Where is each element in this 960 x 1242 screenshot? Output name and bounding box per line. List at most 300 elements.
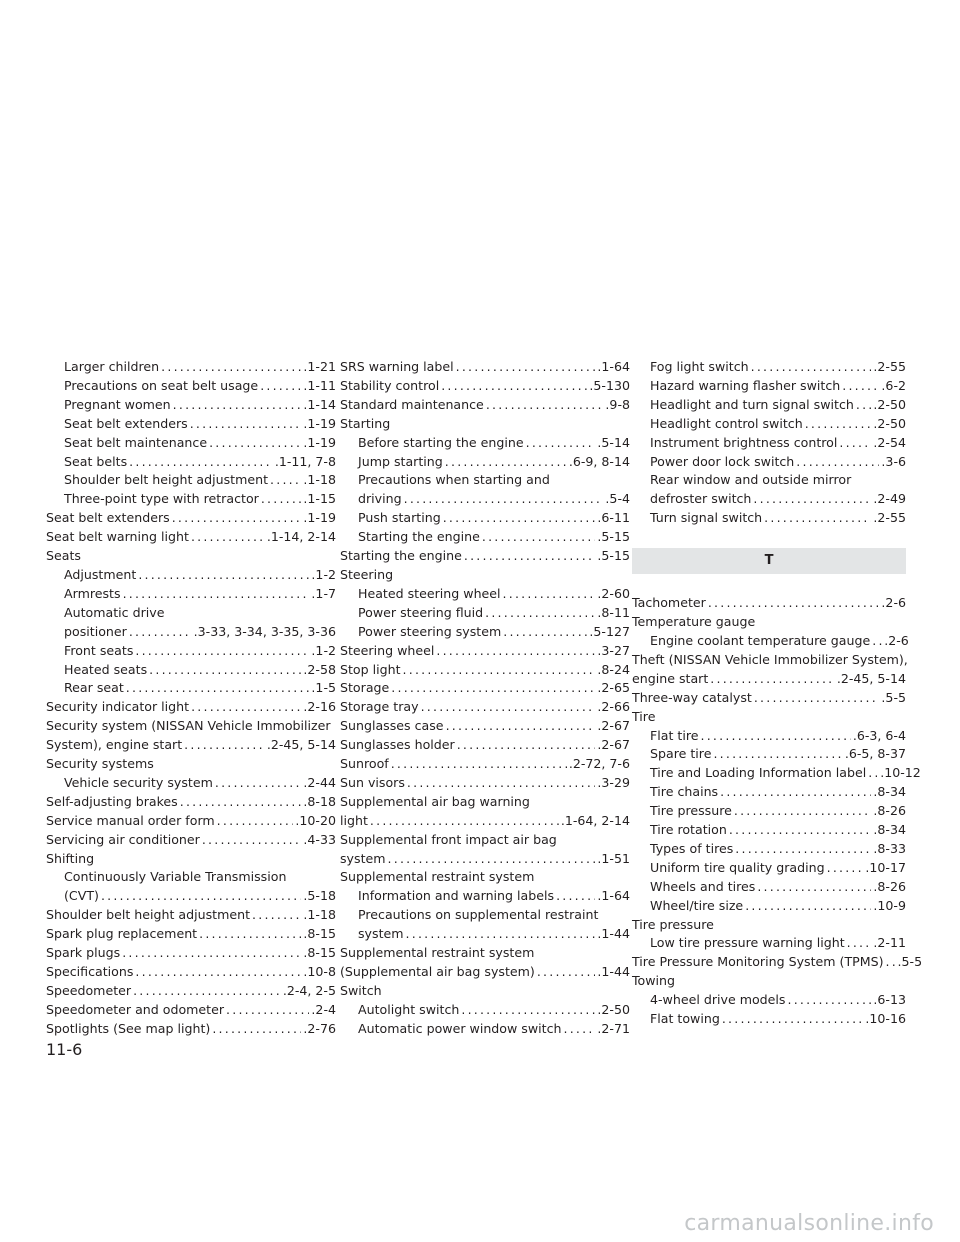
- dot-leader: [456, 358, 596, 377]
- index-entry-term: Engine coolant temperature gauge: [650, 632, 871, 648]
- index-entry-page-ref: .2-6: [881, 595, 906, 611]
- index-entry: [632, 651, 906, 670]
- dot-leader: [370, 812, 559, 831]
- index-entry-page-ref: .8-33: [873, 840, 906, 856]
- dot-leader: [720, 783, 871, 802]
- index-entry: [340, 812, 630, 831]
- index-entry-term: System), engine start: [46, 737, 183, 753]
- index-entry: [632, 821, 906, 840]
- index-entry: [340, 982, 630, 1001]
- dot-leader: [842, 377, 879, 396]
- dot-leader: [868, 764, 878, 783]
- index-entry-term: Steering wheel: [340, 642, 435, 658]
- index-entry-page-ref: .5-15: [597, 529, 630, 545]
- index-entry: [46, 471, 336, 490]
- index-entry: [632, 434, 906, 453]
- index-entry: [340, 471, 630, 490]
- index-entry-term: Headlight control switch: [650, 415, 803, 431]
- index-entry: [340, 679, 630, 698]
- index-entry: [340, 623, 630, 642]
- dot-leader: [856, 396, 872, 415]
- index-entry: [632, 859, 906, 878]
- index-entry-page-ref: .10-12: [880, 765, 921, 781]
- index-entry: [46, 736, 336, 755]
- index-entry-term: Instrument brightness control: [650, 434, 838, 450]
- dot-leader: [101, 887, 301, 906]
- index-entry: [46, 774, 336, 793]
- index-entry-term: (Supplemental air bag system): [340, 964, 535, 979]
- index-entry-page-ref: .2-66: [597, 699, 630, 715]
- dot-leader: [406, 925, 596, 944]
- dot-leader: [391, 755, 567, 774]
- index-entry: [632, 358, 906, 377]
- index-entry-term: Sun visors: [340, 774, 405, 790]
- index-entry: [632, 1010, 906, 1029]
- dot-leader: [436, 642, 595, 661]
- index-entry-term: Automatic drive: [64, 604, 165, 620]
- index-entry: [340, 717, 630, 736]
- index-entry-term: SRS warning label: [340, 359, 454, 374]
- index-entry-term: light: [340, 812, 368, 828]
- index-entry-page-ref: .8-11: [597, 604, 630, 620]
- index-entry-page-ref: .1-14, 2-14: [266, 529, 336, 545]
- dot-leader: [754, 689, 880, 708]
- index-entry-page-ref: .8-18: [303, 793, 336, 809]
- index-entry-page-ref: .9-8: [605, 396, 630, 412]
- index-entry-page-ref: .2-50: [873, 415, 906, 431]
- index-entry: [632, 840, 906, 859]
- index-entry-term: Tire and Loading Information label: [650, 765, 867, 781]
- index-entry-term: engine start: [632, 670, 709, 686]
- dot-leader: [753, 490, 871, 509]
- index-entry-page-ref: .1-44: [597, 926, 630, 942]
- index-entry-page-ref: .1-7: [311, 585, 336, 601]
- index-entry-page-ref: .5-5: [881, 689, 906, 705]
- index-entry: [340, 547, 630, 566]
- index-entry-term: Spare tire: [650, 746, 712, 762]
- index-entry: [46, 906, 336, 925]
- index-entry-term: Adjustment: [64, 566, 137, 582]
- dot-leader: [729, 821, 872, 840]
- index-entry: [632, 471, 906, 490]
- index-entry-term: Headlight and turn signal switch: [650, 396, 854, 412]
- index-entry: [46, 528, 336, 547]
- dot-leader: [122, 944, 301, 963]
- dot-leader: [149, 661, 301, 680]
- index-entry: [46, 585, 336, 604]
- index-entry-page-ref: .1-14: [303, 396, 336, 412]
- index-entry-term: Supplemental restraint system: [340, 945, 535, 961]
- index-entry-term: Shoulder belt height adjustment: [64, 472, 269, 488]
- dot-leader: [129, 453, 273, 472]
- index-entry-page-ref: .4-33: [303, 831, 336, 847]
- index-entry-page-ref: .5-130: [589, 377, 630, 393]
- index-entry-term: Hazard warning flasher switch: [650, 377, 841, 393]
- index-entry: [46, 490, 336, 509]
- index-entry: [632, 613, 906, 632]
- dot-leader: [209, 434, 301, 453]
- index-entry-term: Seat belt maintenance: [64, 434, 208, 450]
- index-entry-term: Sunroof: [340, 756, 389, 772]
- index-entry-page-ref: .2-50: [873, 396, 906, 412]
- index-entry-term: Types of tires: [650, 840, 734, 856]
- index-entry-term: Seats: [46, 548, 81, 564]
- index-entry-page-ref: .1-64: [597, 359, 630, 374]
- index-entry-page-ref: .2-76: [303, 1020, 336, 1036]
- index-entry-page-ref: .2-50: [597, 1001, 630, 1017]
- index-entry-term: Towing: [632, 973, 676, 989]
- index-entry-page-ref: .2-49: [873, 491, 906, 507]
- index-entry-term: Stability control: [340, 377, 440, 393]
- index-entry-page-ref: .6-9, 8-14: [568, 453, 630, 469]
- index-entry-term: Heated steering wheel: [358, 585, 501, 601]
- index-entry-page-ref: .1-15: [303, 491, 336, 507]
- index-entry: [340, 604, 630, 623]
- dot-leader: [133, 982, 281, 1001]
- dot-leader: [485, 604, 595, 623]
- index-entry-term: Servicing air conditioner: [46, 831, 200, 847]
- index-entry: [340, 566, 630, 585]
- index-entry: [46, 547, 336, 566]
- dot-leader: [126, 679, 310, 698]
- index-entry-term: Larger children: [64, 359, 160, 374]
- index-entry-term: Power steering system: [358, 623, 502, 639]
- index-entry: [46, 717, 336, 736]
- index-entry: [46, 358, 336, 377]
- index-entry-page-ref: .10-20: [295, 812, 336, 828]
- index-entry-term: system: [340, 850, 386, 866]
- index-entry-term: Tire pressure: [650, 803, 732, 819]
- index-entry-term: Front seats: [64, 642, 134, 658]
- index-entry: [340, 944, 630, 963]
- index-entry-page-ref: .8-34: [873, 784, 906, 800]
- index-entry-page-ref: .2-67: [597, 737, 630, 753]
- index-entry: [632, 632, 909, 651]
- index-entry: [46, 755, 336, 774]
- index-entry-term: Vehicle security system: [64, 774, 213, 790]
- index-entry-term: Turn signal switch: [650, 510, 763, 526]
- index-entry: [340, 642, 630, 661]
- dot-leader: [215, 774, 302, 793]
- index-entry: [46, 566, 336, 585]
- dot-leader: [486, 396, 604, 415]
- dot-leader: [180, 793, 302, 812]
- index-entry: [632, 972, 906, 991]
- index-entry: [46, 963, 336, 982]
- index-entry-term: Seat belt extenders: [46, 510, 170, 526]
- index-entry-page-ref: .6-11: [597, 510, 630, 526]
- index-entry: [340, 925, 630, 944]
- index-entry: [46, 642, 336, 661]
- index-entry-page-ref: .2-4: [311, 1001, 336, 1017]
- index-entry-page-ref: .6-3, 6-4: [852, 727, 906, 743]
- dot-leader: [191, 528, 265, 547]
- dot-leader: [708, 594, 880, 613]
- index-entry-page-ref: .8-34: [873, 822, 906, 838]
- index-entry-term: Spark plugs: [46, 945, 121, 961]
- index-column-2: [340, 358, 630, 1039]
- index-entry-term: Three-way catalyst: [632, 689, 752, 705]
- index-entry-term: Precautions on supplemental restraint: [358, 907, 599, 923]
- index-entry: [632, 689, 906, 708]
- index-entry-page-ref: .10-17: [865, 859, 906, 875]
- index-entry-term: Specifications: [46, 964, 134, 979]
- dot-leader: [441, 377, 587, 396]
- dot-leader: [270, 471, 301, 490]
- dot-leader: [138, 566, 309, 585]
- index-entry-term: Standard maintenance: [340, 396, 484, 412]
- index-entry: [46, 982, 336, 1001]
- dot-leader: [135, 963, 301, 982]
- index-entry-term: Power door lock switch: [650, 453, 795, 469]
- index-entry-term: Supplemental air bag warning: [340, 793, 530, 809]
- dot-leader: [184, 736, 265, 755]
- index-entry-page-ref: .5-4: [605, 491, 630, 507]
- index-entry-term: Spark plug replacement: [46, 926, 198, 942]
- dot-leader: [391, 679, 595, 698]
- index-entry-term: Security systems: [46, 756, 154, 772]
- index-entry: [632, 802, 906, 821]
- index-entry-term: Storage: [340, 680, 390, 696]
- index-entry-page-ref: .2-6: [884, 632, 909, 648]
- index-entry-page-ref: .1-18: [303, 472, 336, 488]
- index-entry-term: Wheel/tire size: [650, 897, 744, 913]
- index-entry-term: Service manual order form: [46, 812, 215, 828]
- dot-leader: [135, 642, 309, 661]
- index-entry: [632, 934, 906, 953]
- index-entry: [46, 698, 336, 717]
- index-entry-page-ref: .8-24: [597, 661, 630, 677]
- dot-leader: [123, 585, 310, 604]
- index-entry: [46, 377, 336, 396]
- dot-leader: [722, 1010, 864, 1029]
- index-entry-page-ref: .1-11: [303, 377, 336, 393]
- index-entry-term: Security indicator light: [46, 699, 190, 715]
- index-entry: [632, 670, 906, 689]
- index-entry-term: Supplemental front impact air bag: [340, 831, 557, 847]
- index-entry-page-ref: .5-127: [589, 623, 630, 639]
- index-entry: [340, 415, 630, 434]
- index-entry: [340, 490, 630, 509]
- index-entry: [632, 415, 906, 434]
- index-entry-term: Three-point type with retractor: [64, 491, 259, 507]
- index-entry-page-ref: .2-71: [597, 1020, 630, 1036]
- dot-leader: [191, 698, 301, 717]
- index-entry-term: Pregnant women: [64, 396, 171, 412]
- index-entry-term: Storage tray: [340, 699, 419, 715]
- index-entry-term: Starting: [340, 415, 391, 431]
- index-entry: [46, 850, 336, 869]
- dot-leader: [161, 358, 301, 377]
- index-entry: [632, 991, 906, 1010]
- index-entry-term: Fog light switch: [650, 359, 749, 374]
- index-entry-page-ref: .2-55: [873, 359, 906, 374]
- index-entry: [46, 509, 336, 528]
- index-entry: [340, 793, 630, 812]
- dot-leader: [443, 509, 596, 528]
- index-entry-term: system: [358, 926, 404, 942]
- index-entry-term: Autolight switch: [358, 1001, 460, 1017]
- index-entry: [632, 490, 906, 509]
- dot-leader: [796, 453, 879, 472]
- index-entry: [632, 509, 906, 528]
- index-entry: [46, 453, 336, 472]
- index-entry-page-ref: .1-51: [597, 850, 630, 866]
- index-entry: [632, 708, 906, 727]
- index-entry-term: Speedometer and odometer: [46, 1001, 225, 1017]
- index-entry-term: Power steering fluid: [358, 604, 484, 620]
- index-entry: [632, 783, 906, 802]
- index-entry-term: Tachometer: [632, 595, 706, 611]
- index-entry-term: Sunglasses case: [340, 718, 444, 734]
- index-entry-term: Jump starting: [358, 453, 443, 469]
- dot-leader: [713, 745, 842, 764]
- index-entry-term: Tire Pressure Monitoring System (TPMS): [632, 954, 884, 970]
- index-entry-page-ref: .1-2: [311, 642, 336, 658]
- watermark: carmanualsonline.info: [684, 1211, 934, 1236]
- dot-leader: [190, 415, 302, 434]
- dot-leader: [172, 509, 302, 528]
- dot-leader: [847, 934, 872, 953]
- dot-leader: [388, 850, 596, 869]
- dot-leader: [212, 1020, 301, 1039]
- index-entry-page-ref: .1-5: [311, 680, 336, 696]
- dot-leader: [805, 415, 872, 434]
- index-entry: [340, 906, 630, 925]
- index-entry-term: Precautions on seat belt usage: [64, 377, 259, 393]
- index-entry-page-ref: .3-29: [597, 774, 630, 790]
- index-entry-term: Stop light: [340, 661, 401, 677]
- index-entry: [632, 878, 906, 897]
- index-entry: [340, 698, 630, 717]
- dot-leader: [199, 925, 301, 944]
- index-entry: [340, 755, 630, 774]
- index-entry-page-ref: .1-18: [303, 907, 336, 923]
- dot-leader: [745, 897, 871, 916]
- index-entry-page-ref: .2-67: [597, 718, 630, 734]
- index-entry-term: Rear window and outside mirror: [650, 472, 852, 488]
- dot-leader: [482, 528, 596, 547]
- index-entry-term: Rear seat: [64, 680, 124, 696]
- dot-leader: [735, 840, 871, 859]
- dot-leader: [217, 812, 294, 831]
- index-entry: [46, 623, 336, 642]
- index-entry-page-ref: .5-14: [597, 434, 630, 450]
- dot-leader: [827, 859, 864, 878]
- index-entry-term: positioner: [64, 623, 127, 639]
- index-entry-term: Automatic power window switch: [358, 1020, 562, 1036]
- index-entry-page-ref: .1-19: [303, 415, 336, 431]
- dot-leader: [788, 991, 872, 1010]
- dot-leader: [701, 727, 851, 746]
- index-entry-page-ref: .6-13: [873, 992, 906, 1008]
- page-number: 11-6: [46, 1040, 83, 1059]
- dot-leader: [751, 358, 872, 377]
- index-entry-page-ref: .1-21: [303, 359, 336, 374]
- index-entry: [340, 453, 630, 472]
- index-column-1: [46, 358, 336, 1039]
- dot-leader: [710, 670, 835, 689]
- index-entry: [340, 831, 630, 850]
- index-entry-term: Switch: [340, 982, 382, 998]
- index-entry-page-ref: .6-5, 8-37: [844, 746, 906, 762]
- index-entry-term: Seat belt warning light: [46, 529, 189, 545]
- index-entry: [46, 415, 336, 434]
- index-entry-page-ref: .2-11: [873, 935, 906, 951]
- dot-leader: [226, 1001, 309, 1020]
- index-entry-term: Push starting: [358, 510, 441, 526]
- dot-leader: [421, 698, 596, 717]
- index-entry: [632, 897, 906, 916]
- index-entry: [46, 396, 336, 415]
- index-entry-term: Seat belt extenders: [64, 415, 188, 431]
- index-entry-term: Shoulder belt height adjustment: [46, 907, 251, 923]
- index-entry: [46, 944, 336, 963]
- dot-leader: [757, 878, 871, 897]
- index-entry: [340, 434, 630, 453]
- dot-leader: [407, 774, 595, 793]
- dot-leader: [252, 906, 301, 925]
- index-entry-term: Low tire pressure warning light: [650, 935, 845, 951]
- index-entry: [340, 585, 630, 604]
- index-entry-term: Heated seats: [64, 661, 148, 677]
- index-entry-page-ref: .8-15: [303, 945, 336, 961]
- index-entry-page-ref: .1-19: [303, 434, 336, 450]
- index-entry-term: 4-wheel drive models: [650, 992, 786, 1008]
- index-entry: [340, 850, 630, 869]
- index-entry: [46, 434, 336, 453]
- index-entry-page-ref: .1-19: [303, 510, 336, 526]
- index-entry-term: Flat towing: [650, 1011, 720, 1027]
- index-entry: [632, 396, 906, 415]
- dot-leader: [173, 396, 302, 415]
- index-entry-page-ref: .8-15: [303, 926, 336, 942]
- index-entry-page-ref: .8-26: [873, 878, 906, 894]
- index-entry-term: Tire rotation: [650, 822, 727, 838]
- dot-leader: [839, 434, 871, 453]
- index-column-3: [632, 358, 923, 1029]
- dot-leader: [129, 623, 192, 642]
- index-entry: [340, 887, 630, 906]
- index-entry: [340, 661, 630, 680]
- index-entry: [46, 831, 336, 850]
- index-entry: [340, 396, 630, 415]
- index-entry-page-ref: .1-44: [597, 964, 630, 979]
- index-entry-term: Steering: [340, 566, 394, 582]
- index-entry: [46, 868, 336, 887]
- index-entry-term: Uniform tire quality grading: [650, 859, 825, 875]
- index-entry: [632, 745, 906, 764]
- index-entry-term: Tire chains: [650, 784, 719, 800]
- dot-leader: [872, 632, 882, 651]
- index-entry-page-ref: .3-27: [597, 642, 630, 658]
- index-entry-term: Armrests: [64, 585, 121, 601]
- index-entry-term: Sunglasses holder: [340, 737, 455, 753]
- index-entry-term: Spotlights (See map light): [46, 1020, 211, 1036]
- index-entry-page-ref: .2-45, 5-14: [836, 670, 906, 686]
- dot-leader: [734, 802, 872, 821]
- dot-leader: [260, 377, 301, 396]
- index-entry-term: Wheels and tires: [650, 878, 756, 894]
- index-entry: [340, 358, 630, 377]
- index-entry: [46, 1001, 336, 1020]
- index-entry: [46, 887, 336, 906]
- index-entry-page-ref: .3-33, 3-34, 3-35, 3-36: [193, 623, 336, 639]
- index-entry-page-ref: .3-6: [881, 453, 906, 469]
- index-entry: [46, 1020, 336, 1039]
- index-entry: [46, 679, 336, 698]
- dot-leader: [526, 434, 596, 453]
